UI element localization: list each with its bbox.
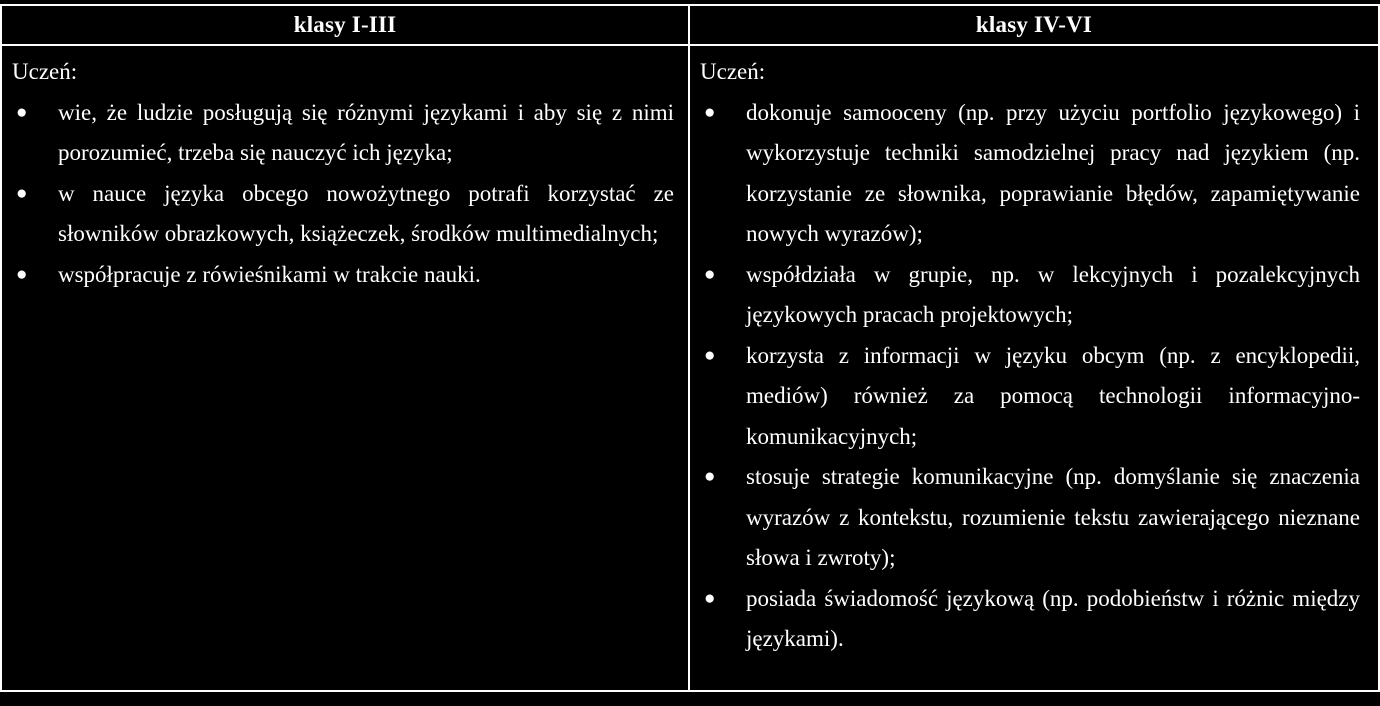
cell-lead-text: Uczeń:	[12, 59, 78, 84]
bullet-icon: ●	[16, 263, 28, 285]
list-item-text: współdziała w grupie, np. w lekcyjnych i pozalekcyjnych językowych pracach projektowych;	[746, 261, 1360, 327]
list-item	[12, 174, 674, 255]
column-cell-grades-4-6	[700, 52, 1360, 660]
list-item-text: stosuje strategie komunikacyjne (np. domyślanie się znaczenia wyrazów z kontekstu, rozumienie tekstu zawierającego nieznane słowa i zwroty);	[746, 464, 1360, 570]
list-item	[700, 579, 1360, 660]
column-cell-grades-1-3	[12, 52, 674, 295]
list-item-text: w nauce języka obcego nowożytnego potrafi korzystać ze słowników obrazkowych, książeczek, środków multimedialnych;	[58, 180, 674, 246]
list-item	[700, 457, 1360, 579]
bullet-icon: ●	[16, 182, 28, 204]
list-item-text: posiada świadomość językową (np. podobieństw i różnic między językami).	[746, 585, 1360, 651]
bullet-icon: ●	[704, 466, 716, 487]
list-item-text: wie, że ludzie posługują się różnymi językami i aby się z nimi porozumieć, trzeba się nauczyć ich języka;	[58, 99, 674, 165]
bullet-icon: ●	[704, 344, 716, 366]
list-item	[700, 93, 1360, 255]
bullet-list	[700, 93, 1360, 660]
list-item	[12, 93, 674, 174]
list-item	[700, 336, 1360, 458]
column-divider	[688, 4, 690, 692]
column-header-grades-4-6: klasy IV-VI	[975, 12, 1093, 37]
column-header-grades-1-3: klasy I-III	[293, 12, 397, 37]
table-border-bottom	[0, 690, 1380, 692]
table-border-left	[0, 4, 2, 692]
cell-lead-text: Uczeń:	[700, 59, 766, 84]
bullet-icon: ●	[16, 101, 28, 123]
list-item	[700, 255, 1360, 336]
header-divider	[0, 44, 1380, 46]
bullet-icon: ●	[704, 587, 716, 609]
list-item-text: dokonuje samooceny (np. przy użyciu portfolio językowego) i wykorzystuje techniki samodzielnej pracy nad językiem (np. korzystanie ze słownika, poprawianie błędów, zapamiętywanie nowych wyrazów);	[746, 99, 1360, 246]
list-item	[12, 255, 674, 296]
list-item-text: współpracuje z rówieśnikami w trakcie nauki.	[58, 261, 481, 287]
bullet-icon: ●	[704, 101, 716, 123]
list-item-text: korzysta z informacji w języku obcym (np. z encyklopedii, mediów) również za pomocą technologii informacyjno-komunikacyjnych;	[746, 342, 1360, 449]
bullet-list	[12, 93, 674, 296]
bullet-icon: ●	[704, 263, 716, 285]
